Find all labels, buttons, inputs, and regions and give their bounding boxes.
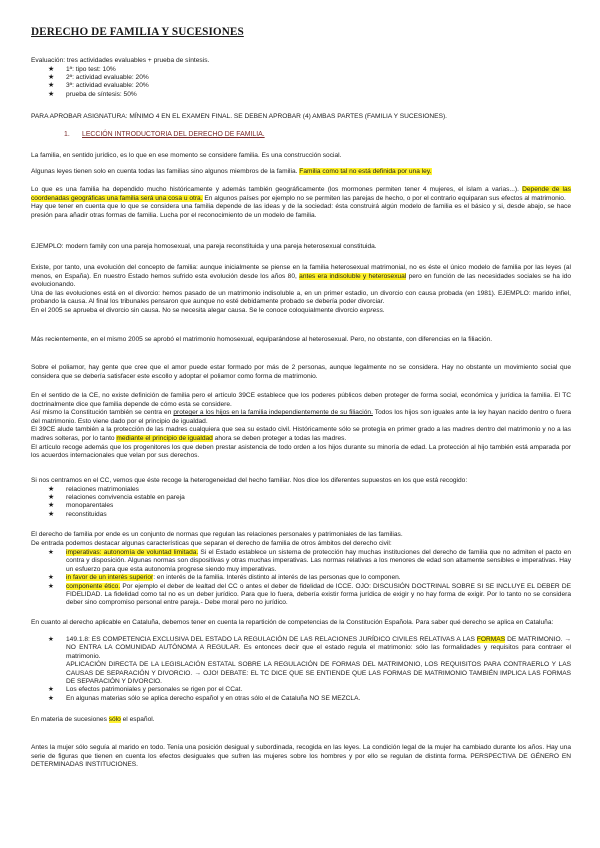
paragraph: Si nos centramos en el CC, vemos que éste recoge la heterogeneidad del hecho familiar. Nos dice los diferentes supuestos en los que está recogido: [31, 477, 468, 484]
paragraph: Existe, por tanto, una evolución del concepto de familia: aunque inicialmente se piense en la familia heterosexual matrimonial, no es éste el único modelo de familia por las leyes (al menos, en España). En nuestro Estado hemos sufrido esta evolución desde los años 80, antes era indisoluble y heterosexual pero en función de las necesidades sociales se ha ido evolucionando. Una de las evoluciones está en el divorcio: hemos pasado de un matrimonio indisoluble a, en un primer estadio, un divorcio con causa probada (en 1981). EJEMPLO: marido infiel, probando la causa. Al final los tribunales pensaron que aunque no esté debidamente probado se debería poder divorciar. En el 2005 se aprueba el divorcio sin causa. No se necesita alegar causa. Se le conoce coloquialmente divorcio express. [31, 264, 571, 314]
paragraph: Antes la mujer sólo seguía al marido en todo. Tenía una posición desigual y subordinada, recogida en las leyes. La condición legal de la mujer ha cambiado durante los años. Hay una serie de figuras que tienen en cuenta los efectos desiguales que sufren las mujeres sobre los hombres y por ello se regulan de distinta forma. PERSPECTIVA DE GÉNERO EN DETERMINADAS INSTITUCIONES. [31, 744, 571, 769]
competencias-list [48, 636, 571, 703]
list-item: ★ 3ª: actividad evaluable: 20% [48, 82, 149, 90]
list-item: ★ in favor de un interés superior: en interés de la familia. Interés distinto al interés de las personas que lo componen. [48, 574, 401, 582]
star-bullet-icon: ★ [48, 694, 54, 702]
approval-requirement: PARA APROBAR ASIGNATURA: MÍNIMO 4 EN EL EXAMEN FINAL. SE DEBEN APROBAR (4) AMBAS PARTES (FAMILIA Y SUCESIONES). [31, 113, 448, 120]
evaluation-intro: Evaluación: tres actividades evaluables + prueba de síntesis. [31, 57, 210, 64]
list-item: ★ 1ª: tipo test: 10% [48, 66, 116, 73]
star-bullet-icon: ★ [48, 502, 55, 510]
list-item: ★ prueba de síntesis: 50% [48, 90, 137, 98]
paragraph: En el sentido de la CE, no existe definición de familia pero el artículo 39CE establece que los poderes públicos deben proteger de forma social, económica y jurídica la familia. El TC doctrinalmente dice que familia depende de cómo esta se considere. Así mismo la Constitución también se centra en proteger a los hijos en la familia independientemente de su filiación. Todos los hijos son iguales ante la ley hayan nacido dentro o fuera del matrimonio. Esto viene dado por el principio de igualdad. El 39CE alude también a la protección de las madres cualquiera que sea su estado civil. Históricamente sólo se protegía en primer grado a las madres dentro del matrimonio y no a las madres solteras, por lo tanto mediante el principio de igualdad ahora se deben proteger a todas las madres. El artículo recoge además que los progenitores los que deben prestar asistencia de todo orden a los hijos durante su minoría de edad. La protección al hijo también está amparada por los acuerdos internacionales que velan por sus derechos. [31, 392, 571, 460]
list-item: ★ monoparentales [48, 502, 114, 510]
paragraph: En cuanto al derecho aplicable en Cataluña, debemos tener en cuenta la repartición de competencias de la Constitución Española. Para saber qué derecho se aplica en Cataluña: [31, 619, 554, 626]
paragraph: La familia, en sentido jurídico, es lo que en ese momento se considere familia. Es una construcción social. [31, 152, 342, 159]
paragraph: Algunas leyes tienen solo en cuenta todas las familias sino algunos miembros de la familia. Familia como tal no está definida por una ley. [31, 168, 432, 175]
caracteristicas-list [48, 549, 571, 608]
list-item: ★ componente ético. Por ejemplo el deber de lealtad del CC o antes el deber de fidelidad de ICCE. OJO: DISCUSIÓN DOCTRINAL SOBRE SI SE INCLUYE EL DEBER DE FIDELIDAD. La fidelidad como tal no es un deber jurídico. Para que lo fuera, debería existir forma jurídica de exigir y no hay forma de exigir. Por lo tanto no se considera deber sino compromiso personal entre pareja.- Debe moral pero no jurídico. [48, 582, 571, 607]
star-bullet-icon: ★ [48, 574, 54, 582]
paragraph: Sobre el poliamor, hay gente que cree que el amor puede estar formado por más de 2 personas, aunque legalmente no se considera. Hay no obstante un movimiento social que considera que se debería satisfacer este escollo y adoptar el poliamor como forma de matrimonio. [31, 364, 571, 380]
star-bullet-icon: ★ [48, 549, 54, 556]
star-bullet-icon: ★ [48, 74, 55, 82]
list-item: ★ 149.1.8: ES COMPETENCIA EXCLUSIVA DEL ESTADO LA REGULACIÓN DE LAS RELACIONES JURÍDICO CIVILES RELATIVAS A LAS FORMAS DE MATRIMONIO. → NO ENTRA LA COMUNIDAD AUTÓNOMA A REGULAR. Es entonces decir que el estado regula el matrimonio: sólo las formalidades y requisitos para contraer el matrimonio. APLICACIÓN DIRECTA DE LA LEGISLACIÓN ESTATAL SOBRE LA REGULACIÓN DE FORMAS DEL MATRIMONIO, LOS REQUISITOS PARA CONTRAERLO Y LAS CAUSAS DE SEPARACIÓN Y DIVORCIO. → OJO! DEBATE: EL TC DICE QUE SE ENTIENDE QUE LAS FORMAS DE MATRIMONIO TAMBIÉN IMPLICA LAS FORMAS DE SEPARACIÓN Y DIVORCIO. [48, 636, 571, 686]
paragraph: En materia de sucesiones sólo el español. [31, 716, 155, 723]
evaluation-list [48, 66, 149, 99]
list-item: ★ 2ª: actividad evaluable: 20% [48, 74, 149, 82]
paragraph: EJEMPLO: modern family con una pareja homosexual, una pareja reconstituida y una pareja heterosexual constituida. [31, 243, 377, 250]
list-item: ★ relaciones matrimoniales [48, 486, 139, 493]
list-item: ★ imperativas: autonomía de voluntad limitada. Si el Estado establece un sistema de protección hay muchas instituciones del derecho de familia que no admiten el pacto en contra y disposición. Algunas normas son dispositivas y otras muchas imperativas. Las normas relativas a los menores de edad son altamente sensibles e imperativas. Hay un esfuerzo para que esta autonomía progrese siendo muy imperativas. [48, 549, 571, 573]
star-bullet-icon: ★ [48, 636, 54, 643]
list-item: ★ En algunas materias sólo se aplica derecho español y en otras sólo el de Cataluña NO SE MEZCLA. [48, 694, 361, 702]
star-bullet-icon: ★ [48, 486, 55, 493]
section-heading: 1. LECCIÓN INTRODUCTORIA DEL DERECHO DE FAMILIA. [64, 131, 265, 138]
star-bullet-icon: ★ [48, 82, 55, 90]
star-bullet-icon: ★ [48, 686, 54, 694]
list-item: ★ Los efectos patrimoniales y personales se rigen por el CCat. [48, 686, 243, 694]
star-bullet-icon: ★ [48, 494, 55, 502]
supuestos-list [48, 486, 185, 519]
list-item: ★ reconstituidas [48, 510, 107, 518]
paragraph: Lo que es una familia ha dependido mucho históricamente y además también geográficamente (los mormones permiten tener 4 mujeres, el islam a varias...). Depende de las coordenadas geográficas una familia será una cosa u otra. En algunos países por ejemplo no se permiten las parejas de hecho, o por el contrario equiparan sus efectos al matrimonio. Hay que tener en cuenta que lo que se considera una familia depende de las ideas y de la sociedad: ésta construirá algún modelo de familia es el básico y si, desde abajo, se hace presión para añadir otras formas de familia. Lucha por el reconocimiento de un modelo de familia. [31, 186, 571, 219]
star-bullet-icon: ★ [48, 90, 55, 98]
paragraph: Más recientemente, en el mismo 2005 se aprobó el matrimonio homosexual, equiparándose al heterosexual. Pero, no obstante, con diferencias en la filiación. [31, 336, 493, 343]
list-item: ★ relaciones convivencia estable en pareja [48, 494, 185, 502]
star-bullet-icon: ★ [48, 582, 54, 590]
star-bullet-icon: ★ [48, 66, 55, 73]
paragraph: El derecho de familia por ende es un conjunto de normas que regulan las relaciones personales y patrimoniales de las familias. De entrada podemos destacar algunas características que separan el derecho de familia de otros ámbitos del derecho civil: [31, 531, 403, 547]
document-title: DERECHO DE FAMILIA Y SUCESIONES [31, 26, 244, 38]
star-bullet-icon: ★ [48, 510, 55, 518]
